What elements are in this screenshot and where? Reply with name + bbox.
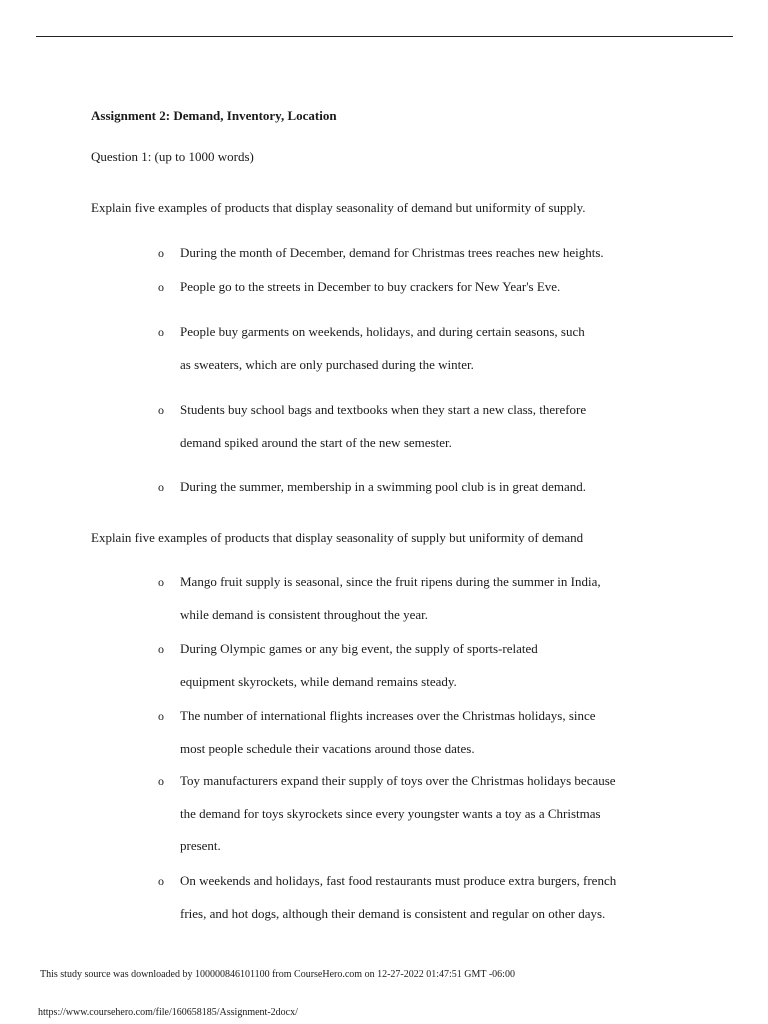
bullet-line: while demand is consistent throughout the year. [180, 606, 429, 622]
bullet-line: Toy manufacturers expand their supply of toys over the Christmas holidays because [180, 773, 616, 788]
bullet-line: On weekends and holidays, fast food restaurants must produce extra burgers, french [180, 873, 617, 888]
section1-prompt: Explain five examples of products that display seasonality of demand but uniformity of supply. [91, 200, 586, 215]
source-url-link[interactable]: https://www.coursehero.com/file/160658185/Assignment-2docx/ [38, 1007, 298, 1018]
bullet-icon: o [158, 325, 164, 339]
bullet-line: present. [180, 838, 221, 853]
bullet-icon: o [158, 280, 164, 294]
bullet-icon: o [158, 774, 164, 788]
document-title: Assignment 2: Demand, Inventory, Location [91, 108, 337, 123]
bullet-line: Students buy school bags and textbooks when they start a new class, therefore [180, 402, 587, 417]
bullet-line: equipment skyrockets, while demand remains steady. [180, 673, 457, 689]
bullet-line: as sweaters, which are only purchased during the winter. [180, 356, 474, 372]
bullet-line: During Olympic games or any big event, the supply of sports-related [180, 641, 538, 656]
download-source-notice: This study source was downloaded by 100000846101100 from CourseHero.com on 12-27-2022 01:47:51 GMT -06:00 [40, 969, 515, 980]
bullet-line: During the month of December, demand for Christmas trees reaches new heights. [180, 245, 604, 260]
bullet-line: People go to the streets in December to buy crackers for New Year's Eve. [180, 279, 561, 294]
bullet-icon: o [158, 642, 164, 656]
top-divider [36, 36, 733, 37]
bullet-icon: o [158, 246, 164, 260]
question-heading: Question 1: (up to 1000 words) [91, 149, 254, 164]
bullet-icon: o [158, 575, 164, 589]
bullet-line: most people schedule their vacations around those dates. [180, 740, 475, 756]
bullet-line: The number of international flights increases over the Christmas holidays, since [180, 708, 596, 723]
bullet-icon: o [158, 709, 164, 723]
bullet-line: demand spiked around the start of the new semester. [180, 434, 452, 450]
bullet-line: During the summer, membership in a swimming pool club is in great demand. [180, 479, 587, 494]
bullet-line: the demand for toys skyrockets since every youngster wants a toy as a Christmas [180, 805, 601, 821]
bullet-line: People buy garments on weekends, holidays, and during certain seasons, such [180, 324, 585, 339]
bullet-icon: o [158, 480, 164, 494]
bullet-icon: o [158, 403, 164, 417]
section2-prompt: Explain five examples of products that display seasonality of supply but uniformity of demand [91, 530, 584, 545]
bullet-line: Mango fruit supply is seasonal, since the fruit ripens during the summer in India, [180, 574, 601, 589]
bullet-icon: o [158, 874, 164, 888]
bullet-line: fries, and hot dogs, although their demand is consistent and regular on other days. [180, 905, 606, 921]
